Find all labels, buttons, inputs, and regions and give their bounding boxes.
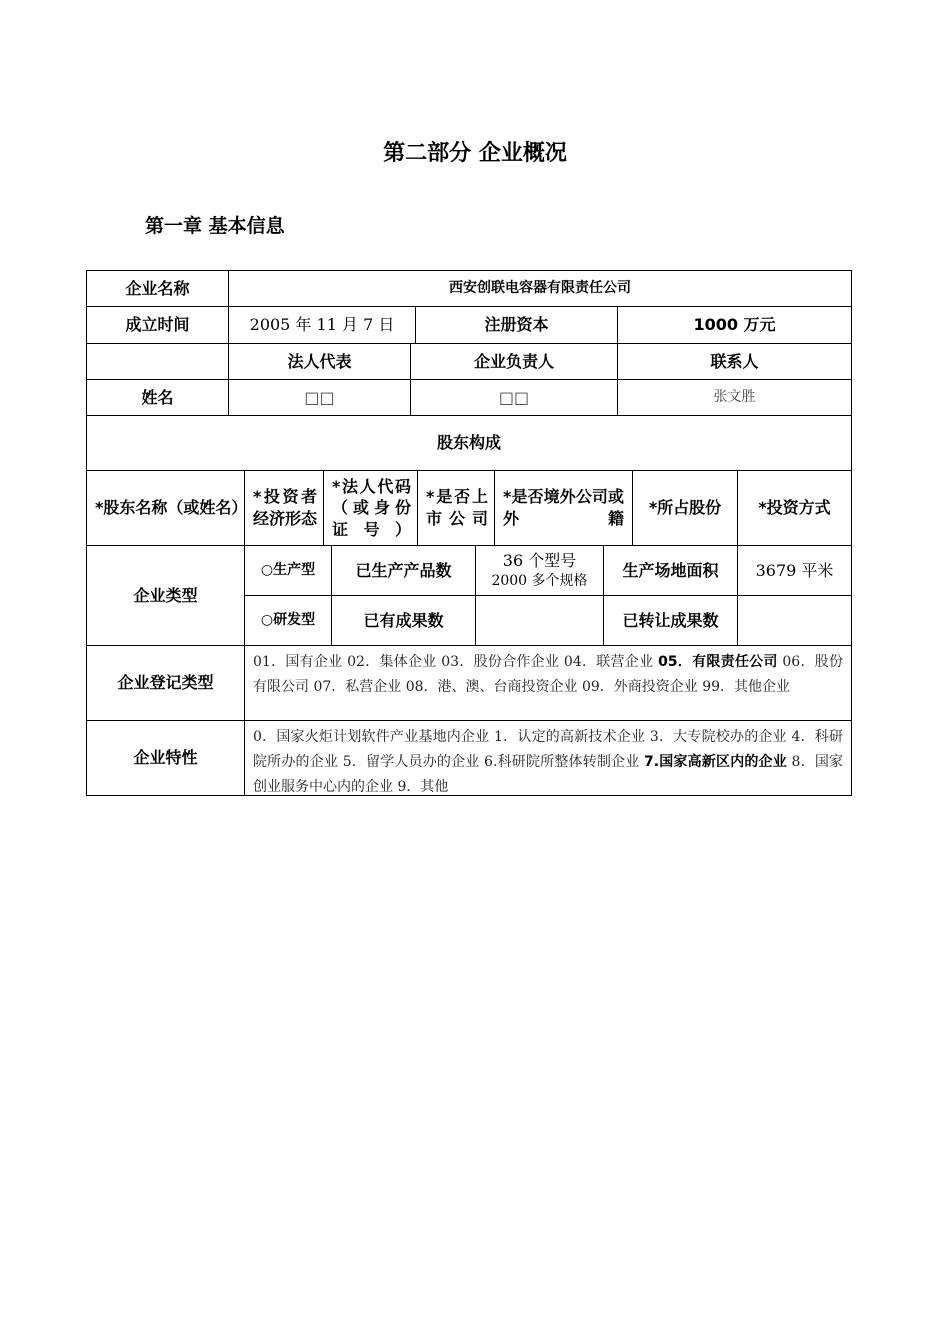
blank-header-cell [86, 343, 229, 380]
results-label: 已有成果数 [331, 595, 476, 646]
col-share: *所占股份 [632, 470, 738, 546]
chapter-title: 第一章 基本信息 [145, 215, 285, 237]
production-option: ○生产型 [244, 545, 332, 596]
company-name-value: 西安创联电容器有限责任公司 [228, 270, 852, 307]
characteristics-text [253, 725, 843, 800]
registration-type-label: 企业登记类型 [86, 645, 245, 721]
col-foreign: *是否境外公司或外籍 [494, 470, 633, 546]
capital-value: 1000 万元 [617, 306, 852, 344]
col-investor-type: *投资者经济形态 [244, 470, 324, 546]
founded-label: 成立时间 [86, 306, 229, 344]
shareholders-title: 股东构成 [86, 415, 852, 471]
legal-rep-name: □□ [228, 379, 411, 416]
contact-name: 张文胜 [617, 379, 852, 416]
enterprise-type-label: 企业类型 [86, 545, 245, 646]
area-value: 3679 平米 [737, 545, 852, 596]
registration-options-after: 06．股份有限公司 07．私营企业 08．港、澳、台商投资企业 09．外商投资企业 99．其他企业 [253, 654, 844, 695]
products-specs: 2000 多个规格 [491, 572, 588, 589]
transferred-label: 已转让成果数 [603, 595, 738, 646]
company-name-label: 企业名称 [86, 270, 229, 307]
products-label: 已生产产品数 [331, 545, 476, 596]
transferred-value [737, 595, 852, 646]
col-legal-code: *法人代码（或身份证号） [323, 470, 418, 546]
registration-selected: 05．有限责任公司 [658, 654, 778, 670]
registration-type-text [253, 650, 843, 700]
products-models: 36 个型号 [502, 551, 577, 571]
characteristics-label: 企业特性 [86, 720, 245, 796]
founded-date: 2005 年 11 月 7 日 [228, 306, 416, 344]
products-value [475, 545, 604, 596]
legal-rep-label: 法人代表 [228, 343, 411, 380]
characteristics-options-after: 8．国家创业服务中心内的企业 9．其他 [253, 754, 844, 795]
registration-options-before: 01．国有企业 02．集体企业 03．股份合作企业 04．联营企业 [253, 654, 659, 670]
manager-name: □□ [410, 379, 618, 416]
characteristics-selected: 7.国家高新区内的企业 [644, 754, 787, 770]
area-label: 生产场地面积 [603, 545, 738, 596]
results-value [475, 595, 604, 646]
col-shareholder-name: *股东名称（或姓名） [86, 470, 245, 546]
manager-label: 企业负责人 [410, 343, 618, 380]
col-invest-method: *投资方式 [737, 470, 852, 546]
capital-label: 注册资本 [415, 306, 618, 344]
contact-label: 联系人 [617, 343, 852, 380]
characteristics-options [244, 720, 852, 796]
col-listed: *是否上市公司 [417, 470, 495, 546]
registration-type-options [244, 645, 852, 721]
rnd-option: ○研发型 [244, 595, 332, 646]
characteristics-options-before: 0．国家火炬计划软件产业基地内企业 1．认定的高新技术企业 3．大专院校办的企业 4．科研院所办的企业 5．留学人员办的企业 6.科研院所整体转制企业 [253, 729, 843, 770]
name-label: 姓名 [86, 379, 229, 416]
part-title: 第二部分 企业概况 [383, 141, 567, 166]
